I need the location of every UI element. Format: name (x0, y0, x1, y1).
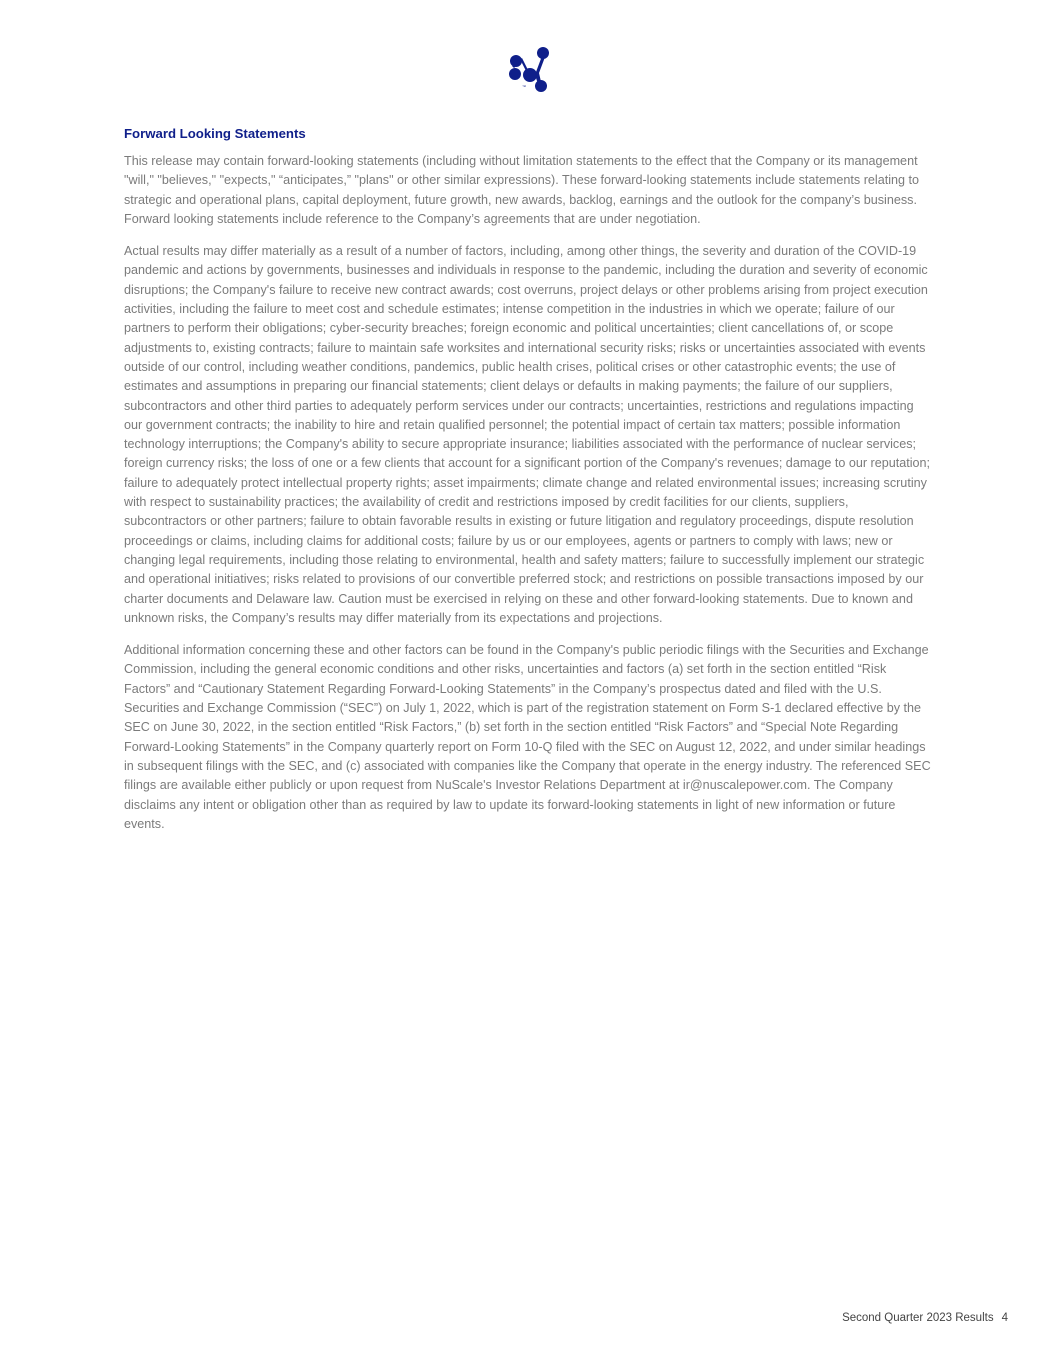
trademark-mark: ™ (522, 84, 526, 89)
nuscale-logo-icon (506, 42, 550, 94)
paragraph-intro: This release may contain forward-looking statements (including without limitation statements to the effect that the Company or its management "will," "believes," "expects," “anticipates,” "plans" or other similar expressions). These forward-looking statements include statements relating to strategic and operational plans, capital deployment, future growth, new awards, backlog, earnings and the outlook for the company’s business. Forward looking statements include reference to the Company’s agreements that are under negotiation. (124, 154, 919, 226)
page-number: 4 (1001, 1312, 1008, 1324)
footer-report-title: Second Quarter 2023 Results (842, 1312, 994, 1324)
paragraph-risk-factors: Actual results may differ materially as a result of a number of factors, including, among other things, the severity and duration of the COVID-19 pandemic and actions by governments, businesses and individuals in response to the pandemic, including the duration and severity of economic disruptions; the Company's failure to receive new contract awards; cost overruns, project delays or other problems arising from project execution activities, including the failure to meet cost and schedule estimates; intense competition in the industries in which we operate; failure of our partners to perform their obligations; cyber-security breaches; foreign economic and political uncertainties; client cancellations of, or scope adjustments to, existing contracts; failure to maintain safe worksites and international security risks; risks or uncertainties associated with events outside of our control, including weather conditions, pandemics, public health crises, political crises or other catastrophic events; the use of estimates and assumptions in preparing our financial statements; client delays or defaults in making payments; the failure of our suppliers, subcontractors and other third parties to adequately perform services under our contracts; uncertainties, restrictions and regulations impacting our government contracts; the inability to hire and retain qualified personnel; the potential impact of certain tax matters; possible information technology interruptions; the Company's ability to secure appropriate insurance; liabilities associated with the performance of nuclear services; foreign currency risks; the loss of one or a few clients that account for a significant portion of the Company's revenues; damage to our reputation; failure to adequately protect intellectual property rights; asset impairments; climate change and related environmental issues; increasing scrutiny with respect to sustainability practices; the availability of credit and restrictions imposed by credit facilities for our clients, suppliers, subcontractors or other partners; failure to obtain favorable results in existing or future litigation and regulatory proceedings, dispute resolution proceedings or claims, including claims for additional costs; failure by us or our employees, agents or partners to comply with laws; new or changing legal requirements, including those relating to environmental, health and safety matters; failure to successfully implement our strategic and operational initiatives; risks related to provisions of our convertible preferred stock; and restrictions on possible transactions imposed by our charter documents and Delaware law. Caution must be exercised in relying on these and other forward-looking statements. Due to known and unknown risks, the Company’s results may differ materially from its expectations and projections. (124, 244, 931, 625)
page-footer (842, 1312, 1008, 1324)
section-heading: Forward Looking Statements (124, 126, 306, 141)
paragraph-additional-info: Additional information concerning these and other factors can be found in the Company's public periodic filings with the Securities and Exchange Commission, including the general economic conditions and other risks, uncertainties and factors (a) set forth in the section entitled “Risk Factors” and “Cautionary Statement Regarding Forward-Looking Statements” in the Company’s prospectus dated and filed with the U.S. Securities and Exchange Commission (“SEC”) on July 1, 2022, which is part of the registration statement on Form S-1 declared effective by the SEC on June 30, 2022, in the section entitled “Risk Factors,” (b) set forth in the section entitled “Risk Factors” and “Special Note Regarding Forward-Looking Statements” in the Company quarterly report on Form 10-Q filed with the SEC on August 12, 2022, and under similar headings in subsequent filings with the SEC, and (c) associated with companies like the Company that operate in the energy industry. The referenced SEC filings are available either publicly or upon request from NuScale's Investor Relations Department at ir@nuscalepower.com. The Company disclaims any intent or obligation other than as required by law to update its forward-looking statements in light of new information or future events. (124, 643, 931, 831)
forward-looking-section (124, 124, 934, 847)
